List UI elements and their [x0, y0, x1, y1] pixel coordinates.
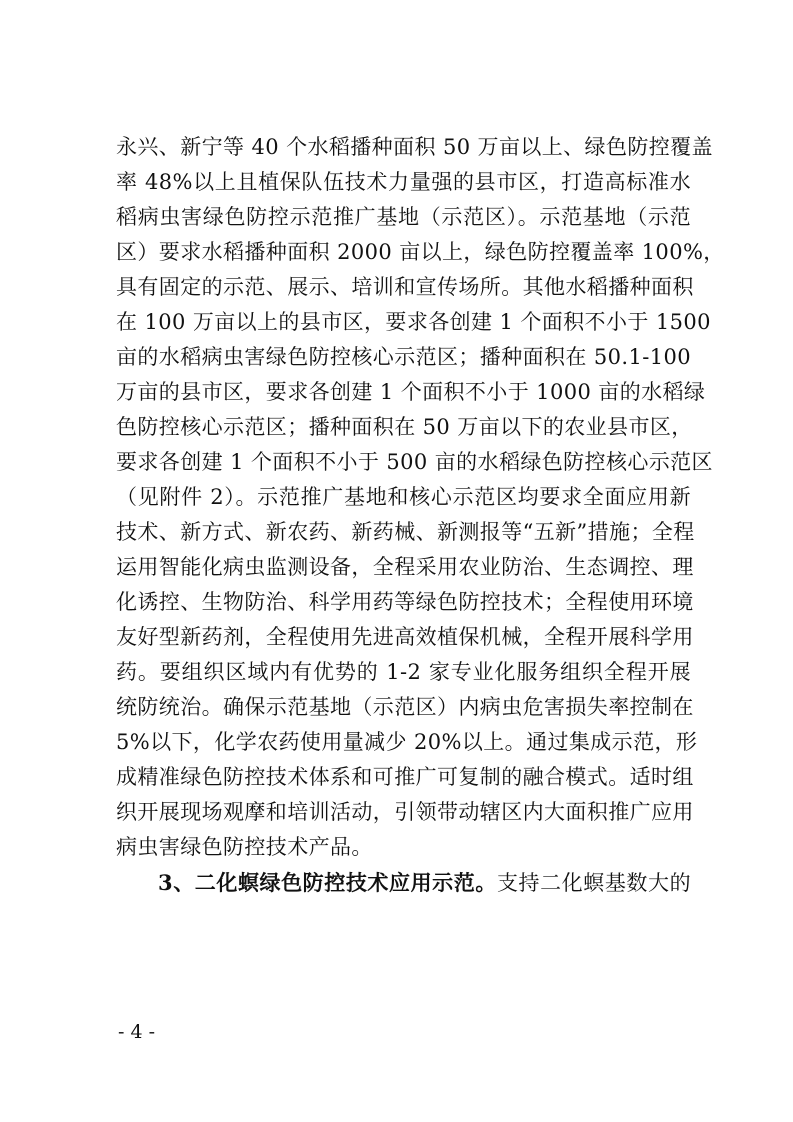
body-line: 在 100 万亩以上的县市区，要求各创建 1 个面积不小于 1500 [116, 310, 711, 334]
section-continuation: 支持二化螟基数大的 [496, 871, 691, 895]
body-line: 化诱控、生物防治、科学用药等绿色防控技术；全程使用环境 [116, 590, 694, 614]
body-line: 病虫害绿色防控技术产品。 [116, 835, 373, 859]
body-line: 统防统治。确保示范基地（示范区）内病虫危害损失率控制在 [116, 695, 694, 719]
body-line: 技术、新方式、新农药、新药械、新测报等“五新”措施；全程 [116, 520, 695, 544]
body-line: 色防控核心示范区；播种面积在 50 万亩以下的农业县市区， [116, 415, 693, 439]
page-number: - 4 - [118, 1021, 156, 1043]
body-line: 织开展现场观摩和培训活动，引领带动辖区内大面积推广应用 [116, 800, 694, 824]
body-line: 永兴、新宁等 40 个水稻播种面积 50 万亩以上、绿色防控覆盖 [116, 135, 713, 159]
body-line: 成精准绿色防控技术体系和可推广可复制的融合模式。适时组 [116, 765, 694, 789]
body-line: 亩的水稻病虫害绿色防控核心示范区；播种面积在 50.1-100 [116, 345, 692, 369]
body-line: 率 48%以上且植保队伍技术力量强的县市区，打造高标准水 [116, 170, 691, 194]
body-line: 区）要求水稻播种面积 2000 亩以上，绿色防控覆盖率 100%， [116, 240, 725, 264]
body-line: 具有固定的示范、展示、培训和宣传场所。其他水稻播种面积 [116, 275, 694, 299]
body-line: 万亩的县市区，要求各创建 1 个面积不小于 1000 亩的水稻绿 [116, 380, 706, 404]
body-line: （见附件 2）。示范推广基地和核心示范区均要求全面应用新 [116, 485, 691, 509]
body-line: 友好型新药剂，全程使用先进高效植保机械，全程开展科学用 [116, 625, 694, 649]
section-heading: 3、二化螟绿色防控技术应用示范。 [158, 870, 497, 895]
body-line: 要求各创建 1 个面积不小于 500 亩的水稻绿色防控核心示范区 [116, 450, 713, 474]
body-line: 稻病虫害绿色防控示范推广基地（示范区）。示范基地（示范 [116, 205, 691, 229]
body-line: 运用智能化病虫监测设备，全程采用农业防治、生态调控、理 [116, 555, 694, 579]
document-body [116, 130, 725, 900]
section-paragraph [116, 865, 691, 900]
body-line: 药。要组织区域内有优势的 1-2 家专业化服务组织全程开展 [116, 660, 691, 684]
body-line: 5%以下，化学农药使用量减少 20%以上。通过集成示范，形 [116, 730, 698, 754]
